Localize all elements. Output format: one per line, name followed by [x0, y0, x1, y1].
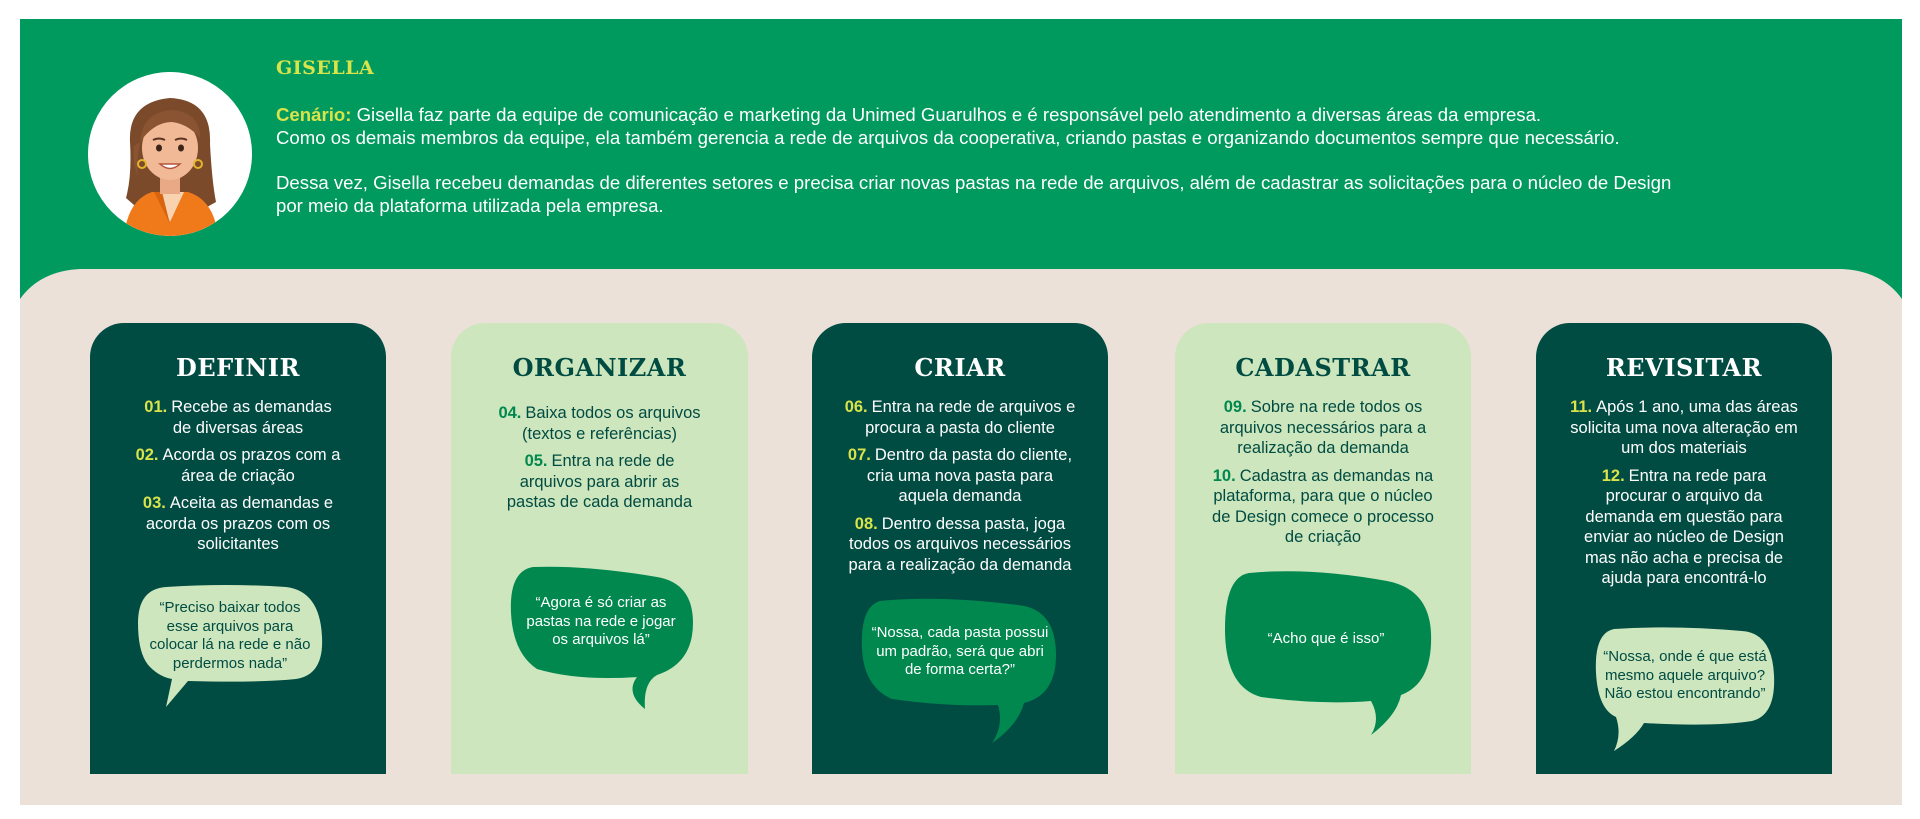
step-text: Entra na rede de arquivos para abrir as pastas de cada demanda	[506, 452, 693, 511]
scenario-line-4: por meio da plataforma utilizada pela empresa.	[276, 195, 664, 216]
scenario-line-2: Como os demais membros da equipe, ela também gerencia a rede de arquivos da cooperativa, criando pastas e organizando documentos sempre que necessário.	[276, 127, 1620, 148]
step-item	[497, 403, 702, 444]
step-number: 12.	[1601, 466, 1625, 485]
scenario-line-1: Gisella faz parte da equipe de comunicação e marketing da Unimed Guarulhos e é responsável pelo atendimento a diversas áreas da empresa.	[356, 104, 1542, 125]
scenario-label: Cenário:	[276, 104, 352, 125]
quote-text: “Acho que é isso”	[1267, 629, 1385, 647]
quote-text: “Nossa, cada pasta possui um padrão, será que abri de forma certa?”	[871, 624, 1049, 679]
step-text: Acorda os prazos com a área de criação	[162, 446, 341, 485]
step-item	[840, 445, 1080, 507]
step-text: Recebe as demandas de diversas áreas	[171, 398, 332, 437]
step-number: 11.	[1570, 398, 1593, 416]
step-text: Após 1 ano, uma das áreas solicita uma nova alteração em um dos materiais	[1570, 398, 1798, 457]
step-number: 01.	[144, 398, 168, 416]
step-item	[1205, 397, 1441, 459]
step-text: Entra na rede para procurar o arquivo da demanda em questão para enviar ao núcleo de Design mas não acha e precisa de ajuda para encontrá-lo	[1584, 466, 1784, 587]
stage-card-cadastrar	[1175, 323, 1471, 774]
step-number: 09.	[1223, 398, 1247, 416]
step-number: 03.	[142, 494, 166, 512]
stage-title: DEFINIR	[176, 353, 300, 382]
stage-card-revisitar	[1536, 323, 1832, 774]
step-number: 02.	[135, 446, 159, 464]
step-item	[1570, 466, 1798, 589]
step-item	[1570, 397, 1798, 459]
stage-title: ORGANIZAR	[512, 353, 687, 382]
step-item	[840, 514, 1080, 576]
stage-steps	[134, 397, 342, 562]
stage-card-organizar	[451, 323, 748, 774]
step-item	[840, 397, 1080, 438]
persona-scenario	[276, 103, 1776, 217]
step-item	[134, 493, 342, 555]
stage-steps	[1205, 397, 1441, 555]
persona-name: GISELLA	[276, 57, 375, 79]
quote-text: “Agora é só criar as pastas na rede e jogar os arquivos lá”	[526, 594, 676, 649]
step-number: 07.	[847, 446, 871, 464]
step-item	[1205, 466, 1441, 548]
persona-avatar	[88, 72, 252, 236]
step-text: Sobre na rede todos os arquivos necessários para a realização da demanda	[1219, 398, 1427, 457]
stage-card-criar	[812, 323, 1108, 774]
scenario-line-3: Dessa vez, Gisella recebeu demandas de diferentes setores e precisa criar novas pastas na rede de arquivos, além de cadastrar as solicitações para o núcleo de Design	[276, 172, 1672, 193]
quote-text: “Nossa, onde é que está mesmo aquele arquivo? Não estou encontrando”	[1603, 648, 1767, 703]
step-item	[497, 451, 702, 513]
stage-steps	[840, 397, 1080, 582]
step-number: 06.	[844, 398, 868, 416]
step-number: 05.	[524, 452, 548, 470]
stage-title: CRIAR	[914, 353, 1006, 382]
step-text: Dentro dessa pasta, joga todos os arquivos necessários para a realização da demanda	[848, 514, 1072, 574]
step-number: 08.	[854, 514, 878, 533]
step-text: Entra na rede de arquivos e procura a pasta do cliente	[865, 398, 1076, 437]
woman-avatar-icon	[88, 72, 252, 236]
step-item	[134, 397, 342, 438]
stage-steps	[1570, 397, 1798, 596]
step-number: 10.	[1212, 466, 1236, 485]
quote-text: “Preciso baixar todos esse arquivos para colocar lá na rede e não perdermos nada”	[149, 599, 311, 672]
step-text: Baixa todos os arquivos (textos e referências)	[522, 404, 701, 443]
step-text: Dentro da pasta do cliente, cria uma nova pasta para aquela demanda	[866, 446, 1073, 505]
stage-title: REVISITAR	[1605, 353, 1763, 382]
stage-card-definir	[90, 323, 386, 774]
stage-title: CADASTRAR	[1235, 353, 1411, 382]
step-text: Aceita as demandas e acorda os prazos com os solicitantes	[145, 494, 334, 553]
header-band-curve	[20, 259, 1902, 299]
step-item	[134, 445, 342, 486]
stage-steps	[497, 403, 702, 520]
step-text: Cadastra as demandas na plataforma, para que o núcleo de Design comece o processo de criação	[1212, 466, 1434, 546]
step-number: 04.	[498, 404, 522, 422]
journey-map-frame	[20, 19, 1902, 805]
